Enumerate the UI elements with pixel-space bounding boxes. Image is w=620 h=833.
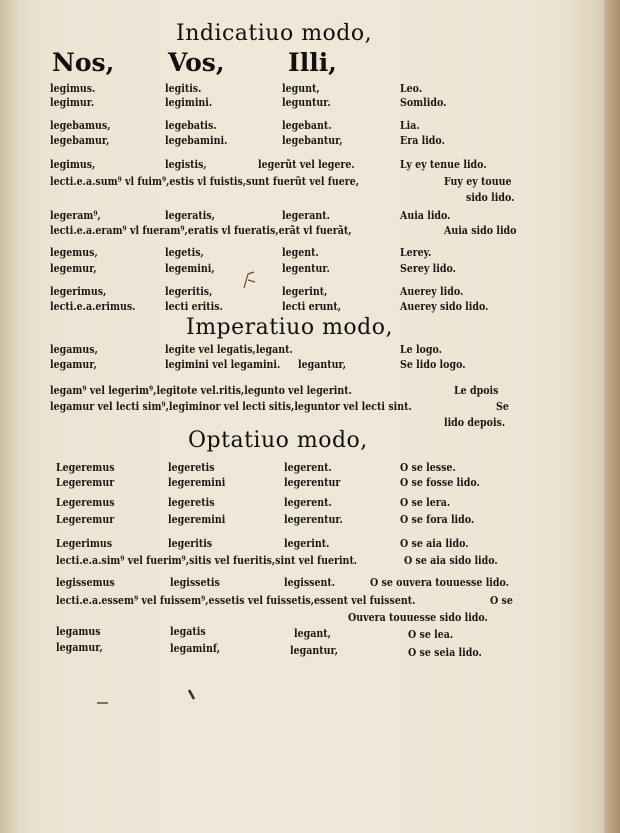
text-line: legetis, [165,246,204,259]
text-line: lecti.e.a.sum⁹ vl fuim⁹,estis vl fuistis,sunt fuerũt vel fuere, [50,175,360,188]
text-line: legam⁹ vel legerim⁹,legitote vel.ritis,legunto vel legerint. [50,384,352,397]
text-line: Auia sido lido [444,224,517,237]
text-line: Se lido logo. [400,358,466,371]
text-line: Ouvera touuesse sido lido. [348,611,488,624]
text-line: legite vel legatis,legant. [165,343,293,356]
text-line: Auia lido. [400,209,451,222]
text-line: legentur. [282,262,330,275]
text-line: legerent. [284,496,332,509]
text-line: legamus, [50,343,98,356]
text-line: legimur. [50,96,95,109]
pronoun-illi: Illi, [288,48,337,77]
text-line: O se aia sido lido. [404,554,498,567]
text-line: legent. [282,246,319,259]
text-line: O se fora lido. [400,513,475,526]
text-line: legantur, [298,358,347,371]
text-line: Leo. [400,82,423,95]
text-line: legerimus, [50,285,107,298]
text-line: O se ouvera touuesse lido. [370,576,509,589]
ink-speck [96,700,110,706]
text-line: Legeremus [56,461,115,474]
page-edge-shadow [0,0,40,833]
text-line: lecti.e.a.essem⁹ vel fuissem⁹,essetis vel fuissetis,essent vel fuissent. [56,594,416,607]
text-line: lecti.e.a.erimus. [50,300,136,313]
text-line: legamur, [50,358,97,371]
text-line: legemini, [165,262,215,275]
text-line: legeretis [168,461,215,474]
pronoun-vos: Vos, [168,48,225,77]
text-line: O se lea. [408,628,454,641]
text-line: legant, [294,627,331,640]
text-line: legeram⁹, [50,209,101,222]
text-line: legebamur, [50,134,110,147]
text-line: legimini vel legamini. [165,358,281,371]
text-line: legantur, [290,644,339,657]
text-line: legemur, [50,262,97,275]
text-line: legerint. [284,537,330,550]
text-line: Legerimus [56,537,113,550]
ink-mark [240,268,260,292]
text-line: Ly ey tenue lido. [400,158,487,171]
text-line: legitis. [165,82,202,95]
book-binding-edge [604,0,620,833]
text-line: legerant. [282,209,330,222]
text-line: O se fosse lido. [400,476,480,489]
heading-optative: Optatiuo modo, [188,428,368,453]
text-line: Lerey. [400,246,432,259]
text-line: legerint, [282,285,328,298]
text-line: lecti.e.a.sim⁹ vel fuerim⁹,sitis vel fueritis,sint vel fuerint. [56,554,358,567]
text-line: legebantur, [282,134,343,147]
text-line: Auerey lido. [400,285,464,298]
text-line: legatis [170,625,206,638]
text-line: legeremini [168,476,226,489]
text-line: legerentur. [284,513,343,526]
text-line: legamur vel lecti sim⁹,legiminor vel lecti sitis,leguntor vel lecti sint. [50,400,412,413]
text-line: O se lera. [400,496,451,509]
text-line: Fuy ey touue [444,175,512,188]
text-line: legebamus, [50,119,111,132]
text-line: legunt, [282,82,320,95]
text-line: Legeremur [56,513,115,526]
text-line: legissetis [170,576,220,589]
text-line: lecti eritis. [165,300,223,313]
text-line: legerentur [284,476,341,489]
text-line: legerũt vel legere. [258,158,355,171]
text-line: legimini. [165,96,213,109]
text-line: Legeremur [56,476,115,489]
pronoun-nos: Nos, [52,48,115,77]
text-line: Legeremus [56,496,115,509]
text-line: legeratis, [165,209,215,222]
heading-imperative: Imperatiuo modo, [186,315,393,340]
text-line: O se seia lido. [408,646,482,659]
text-line: legeritis, [165,285,213,298]
text-line: legissent. [284,576,336,589]
text-line: legimus, [50,158,96,171]
text-line: Se [496,400,509,413]
text-line: legaminf, [170,642,221,655]
text-line: Auerey sido lido. [400,300,489,313]
text-line: Somlido. [400,96,447,109]
text-line: legamur, [56,641,103,654]
text-line: legebatis. [165,119,217,132]
heading-indicative: Indicatiuo modo, [176,21,373,46]
text-line: legeremini [168,513,226,526]
text-line: legebant. [282,119,332,132]
text-line: legistis, [165,158,207,171]
text-line: Era lido. [400,134,445,147]
text-line: O se [490,594,513,607]
text-line: sido lido. [466,191,515,204]
text-line: legeritis [168,537,213,550]
text-line: Le logo. [400,343,442,356]
text-line: O se aia lido. [400,537,469,550]
text-line: legemus, [50,246,98,259]
text-line: legamus [56,625,101,638]
text-line: legissemus [56,576,115,589]
text-line: legimus. [50,82,96,95]
text-line: legerent. [284,461,332,474]
text-line: legebamini. [165,134,228,147]
text-line: leguntur. [282,96,331,109]
text-line: Lia. [400,119,420,132]
text-line: lecti erunt, [282,300,342,313]
text-line: Le dpois [454,384,499,397]
ink-spot [186,688,198,702]
text-line: Serey lido. [400,262,456,275]
text-line: lido depois. [444,416,506,429]
text-line: lecti.e.a.eram⁹ vl fueram⁹,eratis vl fueratis,erãt vl fuerãt, [50,224,352,237]
text-line: O se lesse. [400,461,456,474]
text-line: legeretis [168,496,215,509]
